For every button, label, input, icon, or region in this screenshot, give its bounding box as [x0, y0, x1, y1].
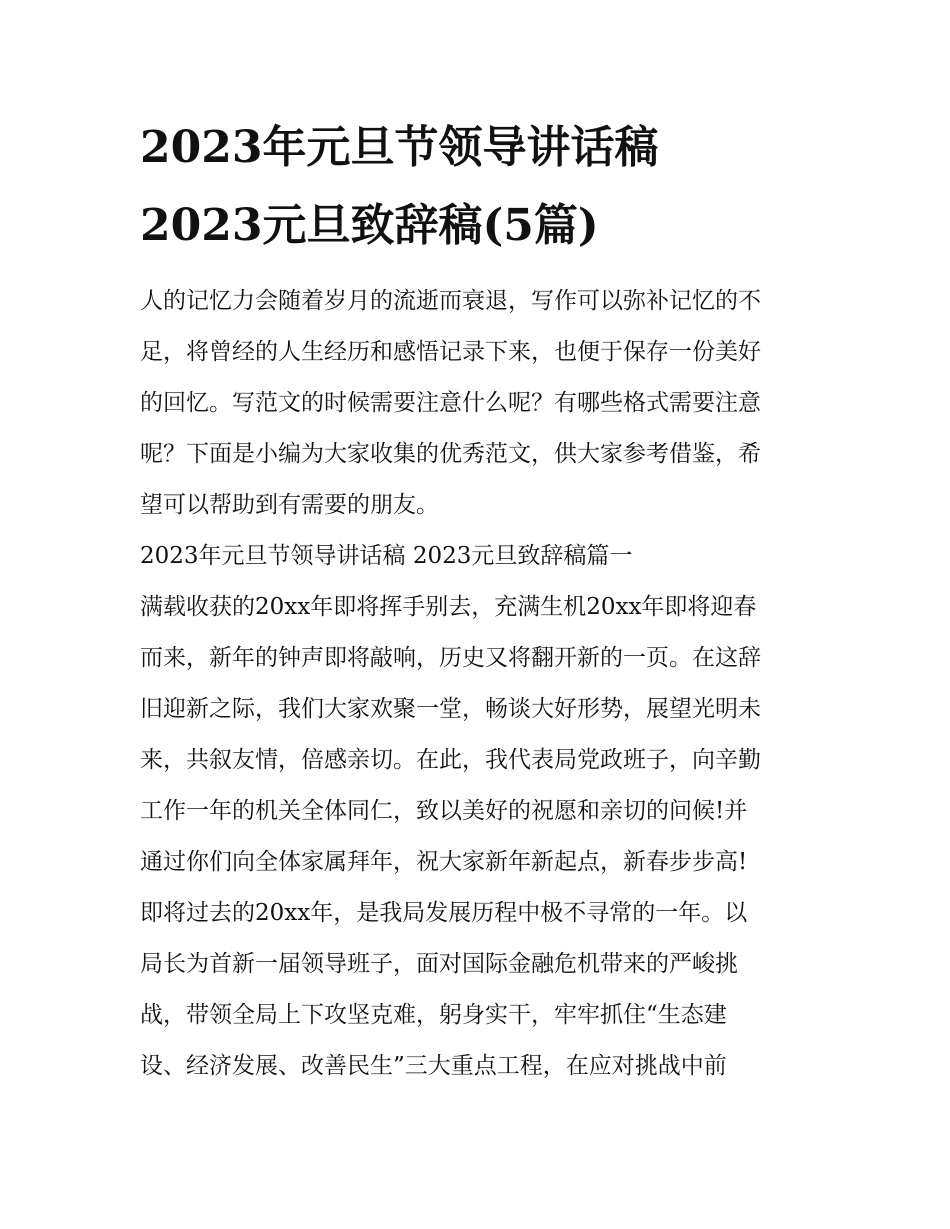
body-line: 足，将曾经的人生经历和感悟记录下来，也便于保存一份美好 — [140, 339, 761, 365]
body-line: 战，带领全局上下攻坚克难，躬身实干，牢牢抓住“生态建 — [140, 1002, 727, 1028]
body-line: 工作一年的机关全体同仁，致以美好的祝愿和亲切的问候!并 — [140, 798, 748, 824]
body-line: 局长为首新一届领导班子，面对国际金融危机带来的严峻挑 — [140, 951, 738, 977]
body-line: 设、经济发展、改善民生”三大重点工程，在应对挑战中前 — [140, 1053, 727, 1079]
body-line: 来，共叙友情，倍感亲切。在此，我代表局党政班子，向辛勤 — [140, 747, 761, 773]
body-line: 即将过去的20xx年，是我局发展历程中极不寻常的一年。以 — [140, 900, 748, 926]
document-title-line-1: 2023年元旦节领导讲话稿 — [140, 122, 659, 173]
body-line: 呢？下面是小编为大家收集的优秀范文，供大家参考借鉴，希 — [140, 441, 761, 467]
body-line: 通过你们向全体家属拜年，祝大家新年新起点，新春步步高! — [140, 849, 748, 875]
body-line: 的回忆。写范文的时候需要注意什么呢？有哪些格式需要注意 — [140, 390, 761, 416]
body-line: 满载收获的20xx年即将挥手别去，充满生机20xx年即将迎春 — [140, 594, 757, 620]
body-line: 人的记忆力会随着岁月的流逝而衰退，写作可以弥补记忆的不 — [140, 288, 761, 314]
body-line: 望可以帮助到有需要的朋友。 — [140, 492, 439, 518]
document-title-line-2: 2023元旦致辞稿(5篇) — [140, 200, 599, 251]
body-line: 而来，新年的钟声即将敲响，历史又将翻开新的一页。在这辞 — [140, 645, 761, 671]
document-body — [140, 276, 820, 1092]
section-heading: 2023年元旦节领导讲话稿 2023元旦致辞稿篇一 — [140, 543, 633, 569]
body-line: 旧迎新之际，我们大家欢聚一堂，畅谈大好形势，展望光明未 — [140, 696, 761, 722]
